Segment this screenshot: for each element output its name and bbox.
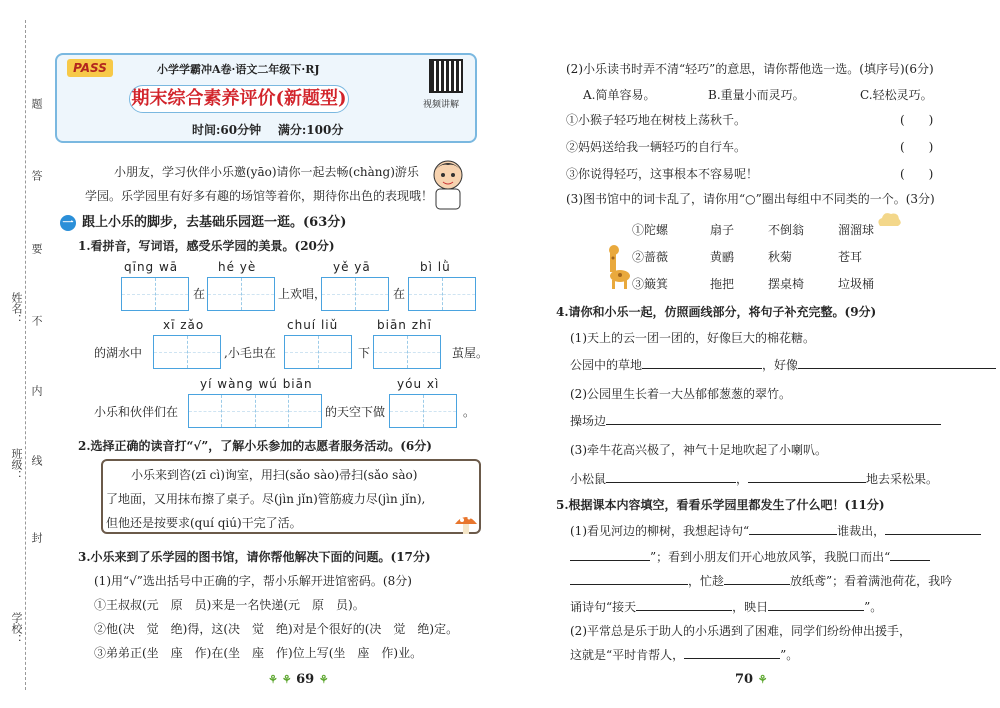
pinyin-xizao: xī zǎo <box>163 318 205 332</box>
q1-text-sing: 上欢唱， <box>278 287 327 301</box>
qiaoqiao-item-2: ②妈妈送给我一辆轻巧的自行车。 <box>566 140 747 154</box>
card-3-4[interactable]: 垃圾桶 <box>838 277 875 291</box>
gutter-seal: 封 <box>30 532 43 543</box>
q1-title: 1.看拼音，写词语，感受乐学园的美景。(20分) <box>78 239 335 253</box>
q4-blank-2-row: 操场边 <box>570 412 941 429</box>
sprout-icon: ⚘ <box>757 673 768 686</box>
q1-text-zai-2: 在 <box>393 287 406 301</box>
q1-text-end: 。 <box>463 405 476 419</box>
write-box-yiwangwubian[interactable] <box>188 394 322 428</box>
answer-blank[interactable] <box>748 482 866 483</box>
gutter-not: 不 <box>30 315 43 326</box>
gutter-need: 要 <box>30 243 43 254</box>
section-1-heading <box>60 211 346 231</box>
q2-line-3[interactable]: 但他还是按要求(quí qiú)干完了活。 <box>106 516 302 530</box>
time-limit: 时间:60分钟 <box>192 123 262 137</box>
section-number-badge: 一 <box>60 215 76 231</box>
binding-line <box>25 20 26 690</box>
giraffe-icon <box>604 244 632 290</box>
series-subtitle: 小学学霸冲A卷·语文二年级下·RJ <box>157 63 320 76</box>
write-box-chuiliu[interactable] <box>284 335 352 369</box>
cloud-icon <box>876 210 902 228</box>
answer-blank[interactable] <box>890 560 930 561</box>
sprout-icon: ⚘ <box>318 673 329 686</box>
qiaoqiao-item-3: ③你说得轻巧，这事根本不容易呢！ <box>566 167 759 181</box>
sprout-icon: ⚘ ⚘ <box>268 673 292 686</box>
card-2-3[interactable]: 秋菊 <box>768 250 793 264</box>
answer-blank[interactable] <box>749 534 837 535</box>
q5-line-2: ”；看到小朋友们开心地放风筝，我脱口而出“ <box>570 548 930 565</box>
q4-blank-3-row: 小松鼠 ， 地去采松果。 <box>570 472 939 486</box>
q5-line-4: 诵诗句“接天 ，映日 ”。 <box>570 600 883 614</box>
write-box-xizao[interactable] <box>153 335 221 369</box>
q3-sub1: (1)用“√”选出括号中正确的字，帮小乐解开进馆密码。(8分) <box>94 574 412 588</box>
pinyin-bilv: bì lǜ <box>420 260 451 274</box>
write-box-youxi[interactable] <box>389 394 457 428</box>
intro-line-1: 小朋友，学习伙伴小乐邀(yāo)请你一起去畅(chàng)游乐 <box>114 165 419 179</box>
q3-line-2[interactable]: ②他(决 觉 绝)得，这(决 觉 绝)对是个很好的(决 觉 绝)定。 <box>94 622 459 636</box>
binding-gutter <box>0 0 43 708</box>
answer-blank[interactable] <box>885 534 981 535</box>
answer-paren-1[interactable]: ( ) <box>900 113 934 127</box>
q2-line-1[interactable]: 小乐来到咨(zī cì)询室，用扫(sǎo sào)帚扫(sǎo sào) <box>131 468 418 482</box>
answer-blank[interactable] <box>724 584 790 585</box>
section-1-title: 跟上小乐的脚步，去基础乐园逛一逛。(63分) <box>82 215 347 230</box>
gutter-class: 班级： <box>10 448 23 481</box>
q1-text-zai-1: 在 <box>193 287 206 301</box>
answer-blank[interactable] <box>684 658 780 659</box>
card-1-3[interactable]: 不倒翁 <box>768 223 805 237</box>
q2-title: 2.选择正确的读音打“√”，了解小乐参加的志愿者服务活动。(6分) <box>78 439 432 453</box>
gutter-question: 题 <box>30 98 43 109</box>
pinyin-youxi: yóu xì <box>397 377 440 391</box>
q1-text-friends: 小乐和伙伴们在 <box>94 405 179 419</box>
exam-header <box>55 53 477 143</box>
q2-line-2[interactable]: 了地面，又用抹布擦了桌子。尽(jìn jǐn)管筋疲力尽(jìn jǐn), <box>106 492 426 506</box>
gutter-school: 学校： <box>10 612 23 645</box>
pass-logo: PASS <box>67 59 113 77</box>
pinyin-yiwangwubian: yí wàng wú biān <box>200 377 313 391</box>
page-number-left: ⚘ ⚘ 69 ⚘ <box>268 672 329 687</box>
pinyin-yeya: yě yā <box>333 260 371 274</box>
answer-blank[interactable] <box>570 584 688 585</box>
q4-title: 4.请你和小乐一起，仿照画线部分，将句子补充完整。(9分) <box>556 305 877 319</box>
q4-example-3: (3)牵牛花高兴极了，神气十足地吹起了小喇叭。 <box>570 443 827 457</box>
q1-text-caterpillar: ,小毛虫在 <box>224 346 276 360</box>
q5-line-3: ，忙趁 放纸鸢”；看着满池荷花，我吟 <box>570 572 952 589</box>
option-a: A.简单容易。 <box>583 88 656 102</box>
option-c: C.轻松灵巧。 <box>860 88 933 102</box>
answer-paren-2[interactable]: ( ) <box>900 140 934 154</box>
q1-text-lake: 的湖水中 <box>94 346 143 360</box>
answer-paren-3[interactable]: ( ) <box>900 167 934 181</box>
write-box-qingwa[interactable] <box>121 277 189 311</box>
page-number-right: 70 ⚘ <box>735 672 768 687</box>
pinyin-chuiliu: chuí liǔ <box>287 318 339 332</box>
q3-line-3[interactable]: ③弟弟正(坐 座 作)在(坐 座 作)位上写(坐 座 作)业。 <box>94 646 423 660</box>
q5-line-6: 这就是“平时肯帮人， ”。 <box>570 648 799 662</box>
q3-line-1[interactable]: ①王叔叔(元 原 员)来是一名快递(元 原 员)。 <box>94 598 365 612</box>
video-explain-label: 视频讲解 <box>423 100 460 110</box>
gutter-line: 线 <box>30 455 43 466</box>
q5-line-5: (2)平常总是乐于助人的小乐遇到了困难，同学们纷纷伸出援手， <box>570 624 912 638</box>
boy-mascot-icon <box>427 157 469 211</box>
q1-text-cocoon: 茧屋。 <box>452 346 489 360</box>
card-2-1[interactable]: ②蔷薇 <box>632 250 669 264</box>
q4-example-2: (2)公园里生长着一大丛郁郁葱葱的翠竹。 <box>570 387 791 401</box>
answer-blank[interactable] <box>636 610 732 611</box>
intro-line-2: 学园。乐学园里有好多有趣的场馆等着你，期待你出色的表现哦！ <box>85 189 434 203</box>
answer-blank[interactable] <box>570 560 650 561</box>
q1-text-under: 下 <box>358 346 371 360</box>
pinyin-bianzhi: biān zhī <box>377 318 432 332</box>
pinyin-heye: hé yè <box>218 260 257 274</box>
exam-title: 期末综合素养评价(新题型) <box>129 85 349 113</box>
gutter-inside: 内 <box>30 385 43 396</box>
gutter-name: 姓名： <box>10 292 23 325</box>
card-3-3[interactable]: 摆桌椅 <box>768 277 805 291</box>
q4-example-1: (1)天上的云一团一团的，好像巨大的棉花糖。 <box>570 331 815 345</box>
q4-blank-1-row: 公园中的草地 ，好像 <box>570 356 996 373</box>
qiaoqiao-item-1: ①小猴子轻巧地在树枝上荡秋千。 <box>566 113 747 127</box>
answer-blank[interactable] <box>606 482 736 483</box>
answer-blank[interactable] <box>798 368 996 369</box>
q3-sub3: (3)图书馆中的词卡乱了，请你用“○”圈出每组中不同类的一个。(3分) <box>566 192 935 206</box>
write-box-bianzhi[interactable] <box>373 335 441 369</box>
card-3-1[interactable]: ③簸箕 <box>632 277 669 291</box>
card-1-4[interactable]: 溜溜球 <box>838 223 875 237</box>
write-box-bilv[interactable] <box>408 277 476 311</box>
write-box-yeya[interactable] <box>321 277 389 311</box>
qr-code-icon[interactable] <box>429 59 463 93</box>
card-3-2[interactable]: 拖把 <box>710 277 735 291</box>
full-score: 满分:100分 <box>277 123 344 137</box>
card-1-1[interactable]: ①陀螺 <box>632 223 669 237</box>
answer-blank[interactable] <box>768 610 864 611</box>
card-1-2[interactable]: 扇子 <box>710 223 735 237</box>
answer-blank[interactable] <box>606 424 941 425</box>
card-2-4[interactable]: 苍耳 <box>838 250 863 264</box>
q5-title: 5.根据课本内容填空，看看乐学园里都发生了什么吧！(11分) <box>556 498 885 512</box>
time-score <box>192 121 343 138</box>
gutter-answer: 答 <box>30 170 43 181</box>
pinyin-qingwa: qīng wā <box>124 260 179 274</box>
q3-sub2: (2)小乐读书时弄不清“轻巧”的意思，请你帮他选一选。(填序号)(6分) <box>566 62 934 76</box>
option-b: B.重量小而灵巧。 <box>708 88 805 102</box>
mushroom-icon <box>452 510 480 538</box>
q1-text-sky: 的天空下做 <box>325 405 386 419</box>
card-2-2[interactable]: 黄鹂 <box>710 250 735 264</box>
q3-title: 3.小乐来到了乐学园的图书馆，请你帮他解决下面的问题。(17分) <box>78 550 431 564</box>
answer-blank[interactable] <box>642 368 762 369</box>
q5-line-1: (1)看见河边的柳树，我想起诗句“ 谁裁出， <box>570 522 981 539</box>
write-box-heye[interactable] <box>207 277 275 311</box>
